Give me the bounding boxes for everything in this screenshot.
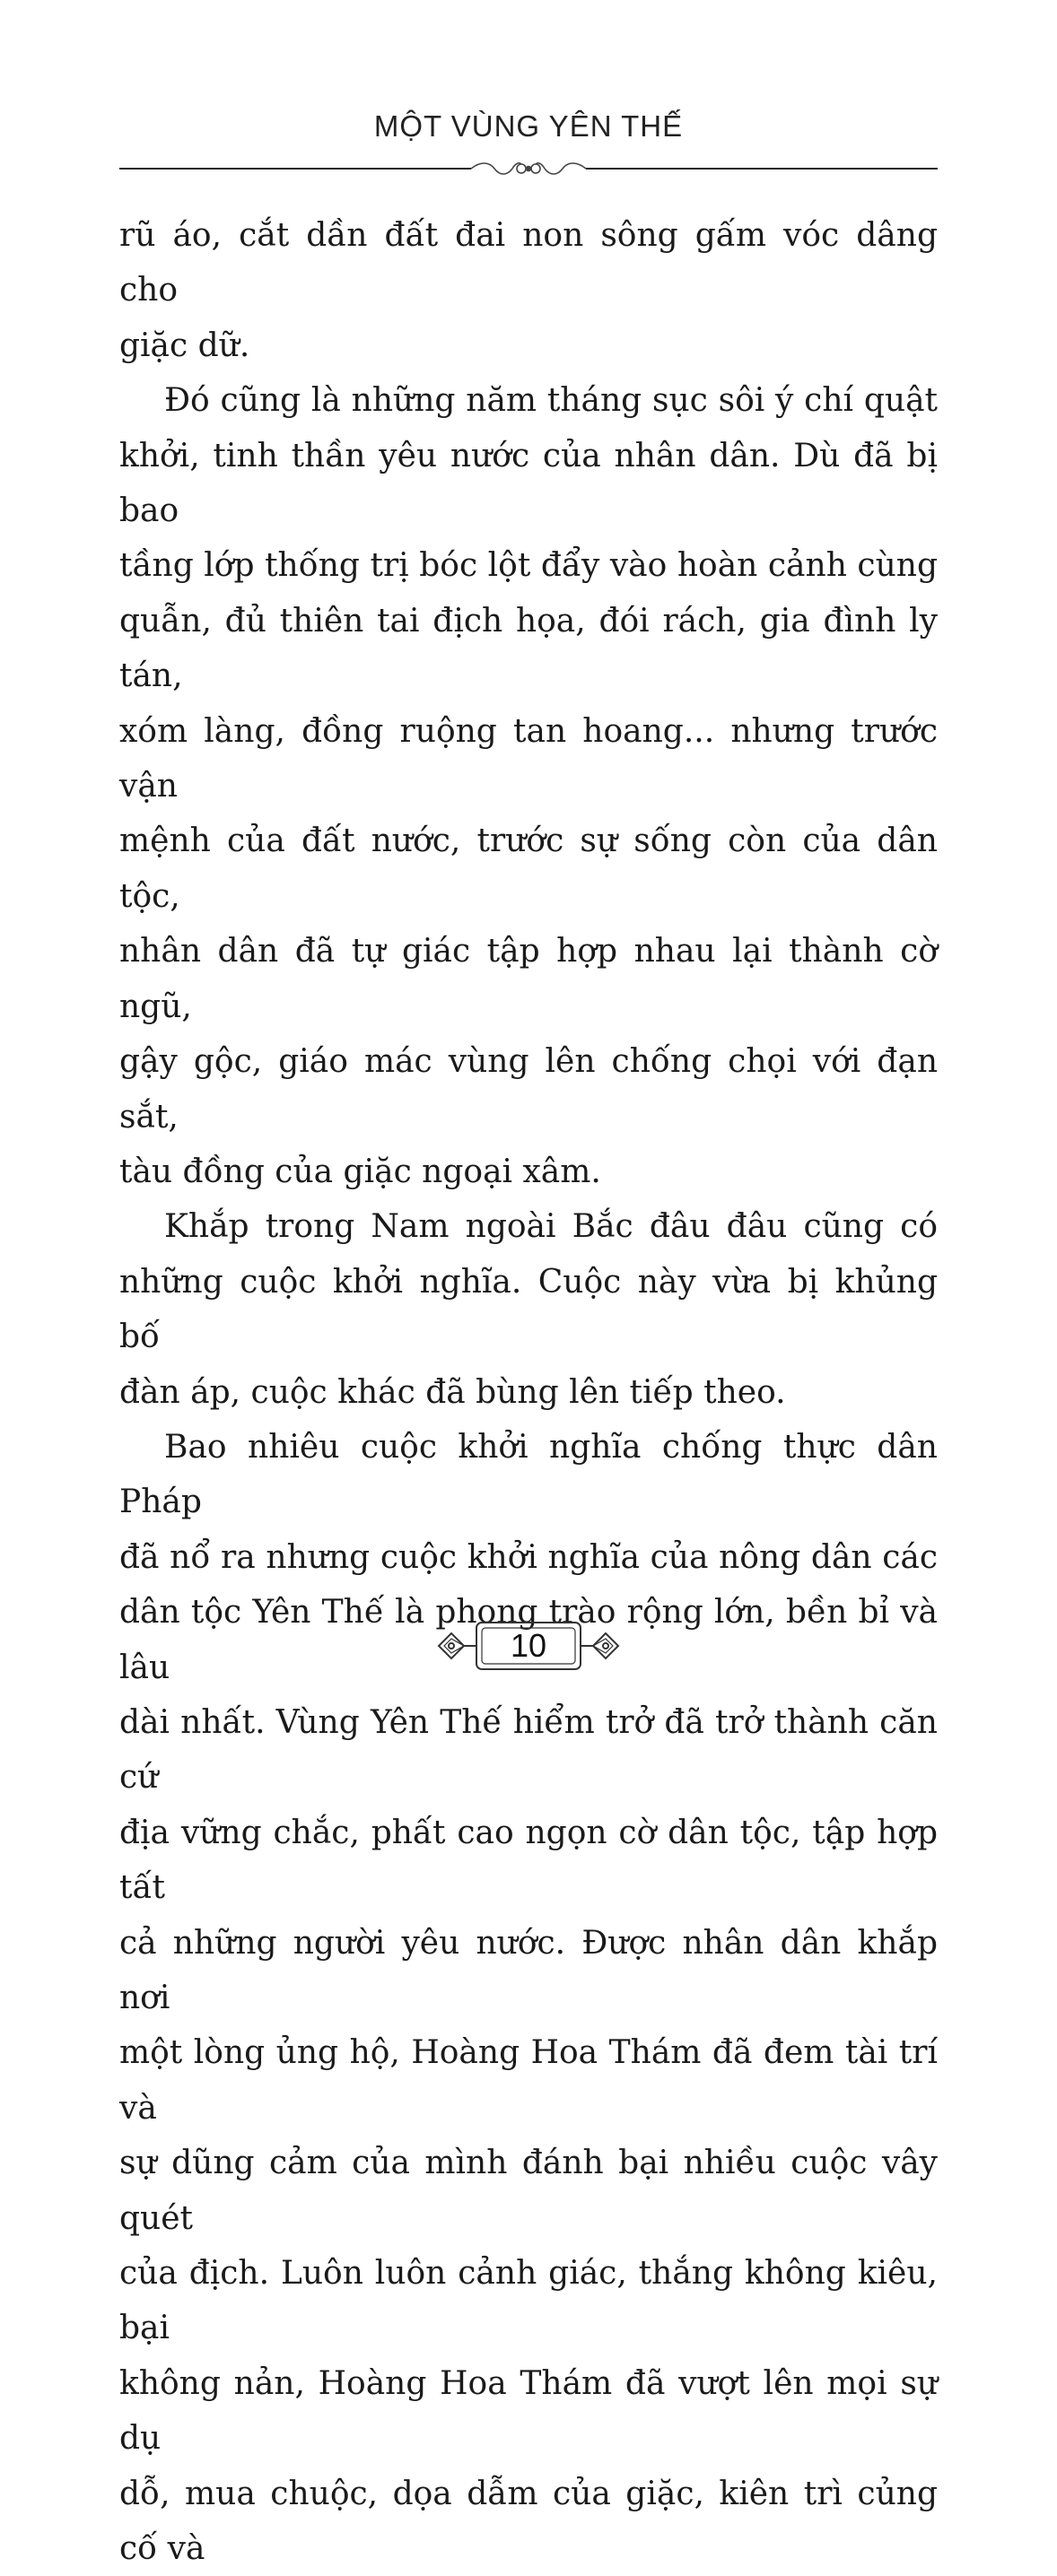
text-line: cả những người yêu nước. Được nhân dân khắp nơi [119, 1924, 938, 2016]
text-line: không nản, Hoàng Hoa Thám đã vượt lên mọi sự dụ [119, 2364, 938, 2458]
text-line: Đó cũng là những năm tháng sục sôi ý chí quật [164, 382, 938, 420]
text-line: dỗ, mua chuộc, dọa dẫm của giặc, kiên trì củng cố và [119, 2475, 938, 2568]
text-line: dài nhất. Vùng Yên Thế hiểm trở đã trở thành căn cứ [119, 1703, 938, 1797]
text-line: xóm làng, đồng ruộng tan hoang... nhưng trước vận [119, 712, 938, 805]
text-line: nhân dân đã tự giác tập hợp nhau lại thành cờ ngũ, [119, 933, 938, 1025]
text-line: Bao nhiêu cuộc khởi nghĩa chống thực dân Pháp [119, 1428, 938, 1521]
paragraph [119, 1420, 938, 2576]
text-line: địa vững chắc, phất cao ngọn cờ dân tộc, tập hợp tất [119, 1814, 938, 1907]
text-line: gậy gộc, giáo mác vùng lên chống chọi với đạn sắt, [119, 1043, 938, 1136]
paragraph [119, 208, 938, 373]
body-text [119, 208, 938, 2576]
text-line: mệnh của đất nước, trước sự sống còn của dân tộc, [119, 822, 938, 915]
text-line: tàu đồng của giặc ngoại xâm. [119, 1153, 601, 1190]
text-line: quẫn, đủ thiên tai địch họa, đói rách, gia đình ly tán, [119, 602, 938, 695]
text-line: giặc dữ. [119, 326, 250, 364]
text-line: đàn áp, cuộc khác đã bùng lên tiếp theo. [119, 1373, 786, 1411]
header-rule-ornament [119, 158, 938, 179]
text-line: Khắp trong Nam ngoài Bắc đâu đâu cũng có [164, 1208, 938, 1246]
paragraph [119, 1199, 938, 1420]
text-line: của địch. Luôn luôn cảnh giác, thắng không kiêu, bại [119, 2255, 938, 2347]
text-line: tầng lớp thống trị bóc lột đẩy vào hoàn cảnh cùng [119, 547, 938, 585]
page-number: 10 [510, 1627, 547, 1664]
text-line: rũ áo, cắt dần đất đai non sông gấm vóc dâng cho [119, 217, 938, 309]
text-line: dân tộc Yên Thế là phong trào rộng lớn, bền bỉ và lâu [119, 1594, 938, 1686]
paragraph [119, 373, 938, 1199]
text-line: một lòng ủng hộ, Hoàng Hoa Thám đã đem tài trí và [119, 2034, 938, 2127]
text-line: đã nổ ra nhưng cuộc khởi nghĩa của nông dân các [119, 1538, 938, 1576]
text-line: khởi, tinh thần yêu nước của nhân dân. Dù đã bị bao [119, 437, 938, 530]
text-line: sự dũng cảm của mình đánh bại nhiều cuộc vây quét [119, 2145, 938, 2237]
running-title: MỘT VÙNG YÊN THẾ [373, 109, 684, 143]
text-line: những cuộc khởi nghĩa. Cuộc này vừa bị khủng bố [119, 1263, 938, 1356]
